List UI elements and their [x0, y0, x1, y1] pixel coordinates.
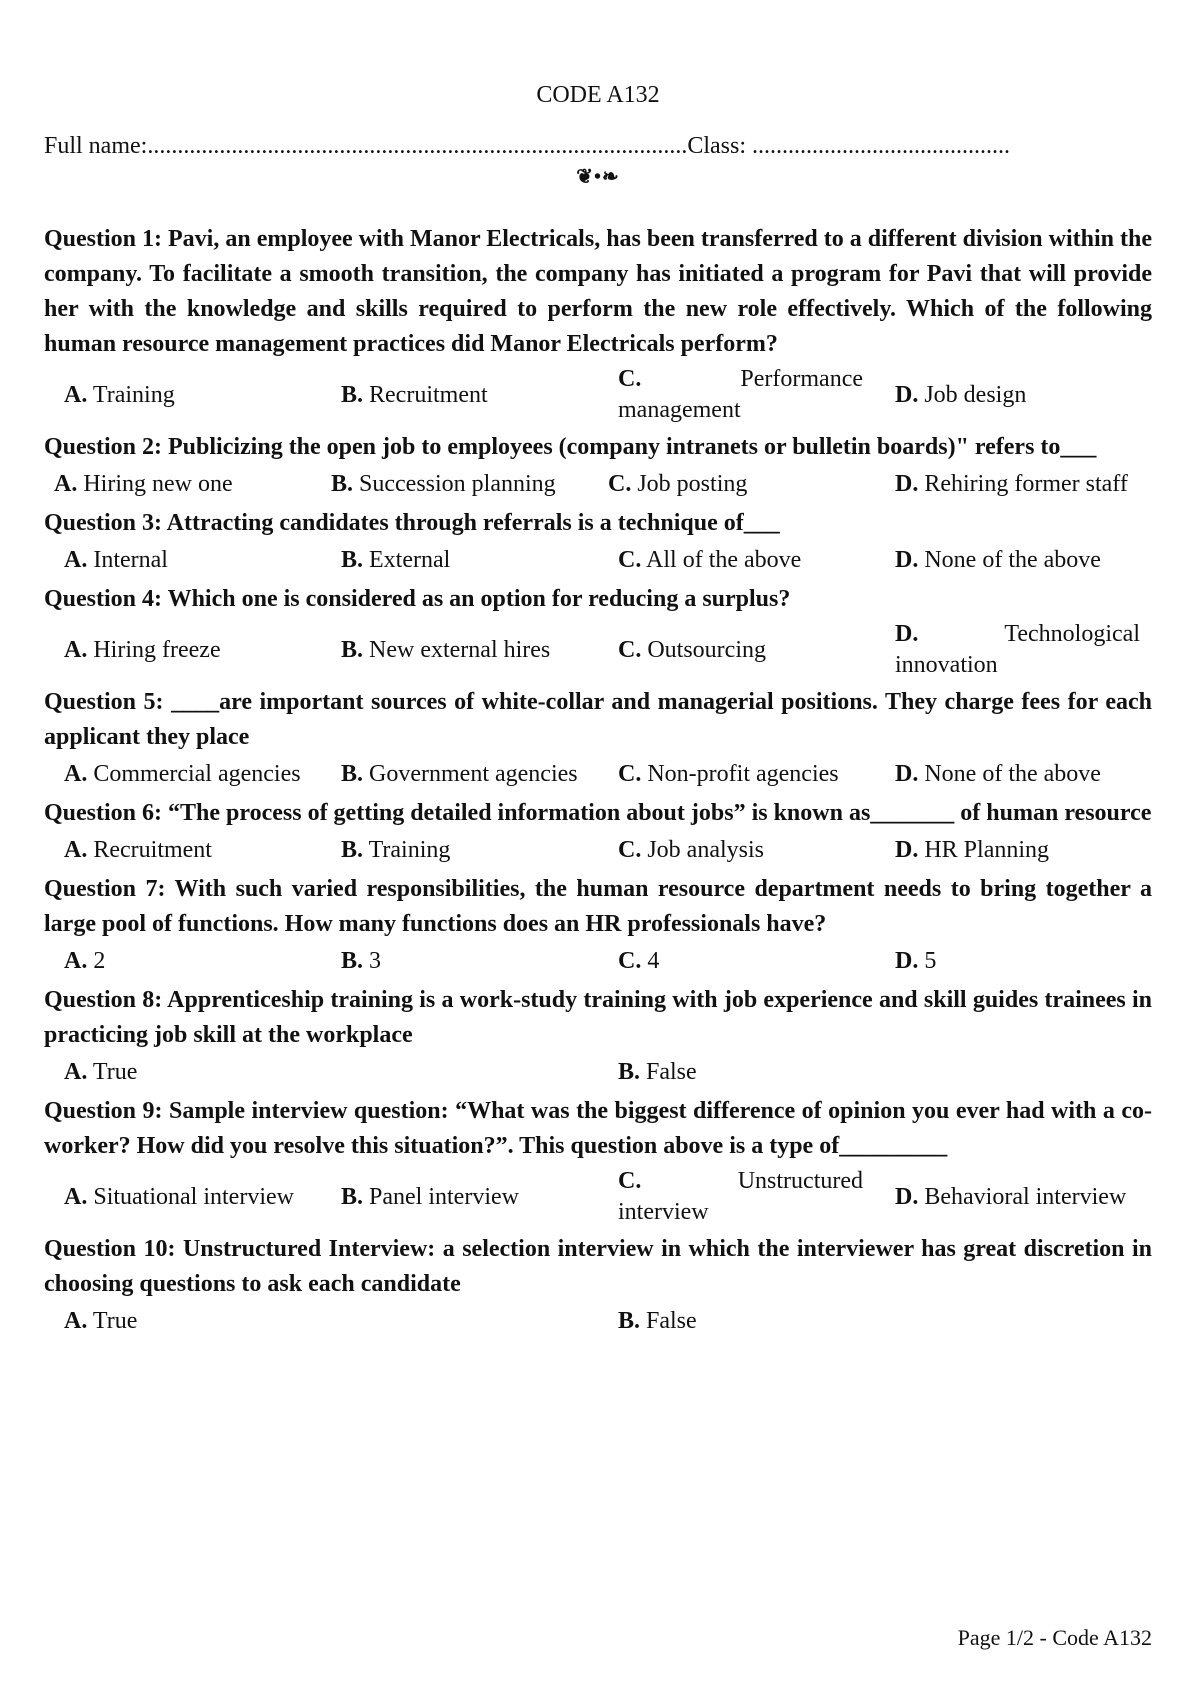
option-letter: C. — [618, 837, 642, 863]
option-text: Performance management — [618, 366, 863, 423]
option-text: Government agencies — [369, 761, 578, 787]
question-5-option-a — [44, 757, 321, 792]
question-2-option-a — [44, 467, 321, 502]
option-text: Rehiring former staff — [924, 471, 1128, 497]
option-letter: B. — [341, 1183, 364, 1210]
question-2-option-d — [875, 467, 1152, 502]
option-letter: D. — [895, 471, 919, 497]
option-text: None of the above — [924, 547, 1101, 573]
question-6-option-c — [598, 833, 875, 868]
option-letter: D. — [895, 948, 919, 974]
exam-code-title: CODE A132 — [536, 82, 660, 108]
option-letter: D. — [895, 1183, 919, 1210]
question-7-option-a — [44, 944, 321, 979]
question-5-text: Question 5: ____are important sources of white-collar and managerial positions. They charge fees for each applicant they place — [44, 689, 1152, 750]
question-7-option-b — [321, 944, 598, 979]
question-3-options — [44, 543, 1152, 578]
option-text: Commercial agencies — [93, 761, 301, 787]
question-6 — [44, 796, 1152, 868]
option-text: Hiring new one — [83, 471, 233, 497]
question-9-text: Question 9: Sample interview question: “What was the biggest difference of opinion you ever had with a co-worker? How did you resolve this situation?”. This question above is a type of_________ — [44, 1098, 1152, 1159]
option-letter: B. — [341, 837, 364, 863]
question-5-option-b — [321, 757, 598, 792]
question-3-option-a — [44, 543, 321, 578]
option-text: Situational interview — [93, 1183, 294, 1210]
option-letter: C. — [618, 366, 642, 392]
option-text: Panel interview — [369, 1183, 519, 1210]
question-8-option-a — [44, 1055, 598, 1090]
question-1-option-d — [875, 378, 1152, 413]
question-2-option-b — [321, 467, 598, 502]
question-8-options — [44, 1055, 1152, 1090]
option-text: True — [92, 1308, 138, 1334]
option-letter: A. — [64, 636, 88, 663]
question-9-option-d — [875, 1180, 1152, 1215]
question-7-text: Question 7: With such varied responsibilities, the human resource department needs to bring together a large pool of functions. How many functions does an HR professionals have? — [44, 876, 1152, 937]
option-letter: A. — [64, 547, 88, 573]
question-4-option-d — [875, 619, 1152, 681]
question-10-option-b — [598, 1304, 1152, 1339]
option-text: False — [646, 1059, 697, 1085]
option-text: 4 — [647, 948, 660, 974]
option-text: Non-profit agencies — [647, 761, 839, 787]
option-letter: A. — [64, 761, 88, 787]
option-text: 5 — [924, 948, 937, 974]
option-letter: A. — [64, 381, 88, 408]
question-6-option-b — [321, 833, 598, 868]
option-letter: C. — [608, 471, 632, 497]
full-name-class-line: Full name:..........................................................................................Class: ........................................... — [44, 133, 1010, 159]
question-4-option-c — [598, 633, 875, 668]
question-3-option-d — [875, 543, 1152, 578]
option-text: 2 — [93, 948, 106, 974]
question-1-option-b — [321, 378, 598, 413]
option-text: Job design — [924, 381, 1027, 408]
option-letter: A. — [64, 837, 88, 863]
option-text: Recruitment — [369, 381, 488, 408]
question-4-option-a — [44, 633, 321, 668]
question-7-option-c — [598, 944, 875, 979]
question-6-option-d — [875, 833, 1152, 868]
question-8-option-b — [598, 1055, 1152, 1090]
option-text: New external hires — [369, 636, 551, 663]
option-text: None of the above — [924, 761, 1101, 787]
option-letter: B. — [618, 1308, 641, 1334]
question-7-options — [44, 944, 1152, 979]
option-letter: B. — [341, 547, 364, 573]
option-text: Internal — [93, 547, 168, 573]
question-1-options — [44, 364, 1152, 426]
option-letter: A. — [64, 1183, 88, 1210]
question-3-text: Question 3: Attracting candidates through referrals is a technique of___ — [44, 510, 780, 536]
question-7-option-d — [875, 944, 1152, 979]
option-letter: A. — [64, 1059, 88, 1085]
question-10-option-a — [44, 1304, 598, 1339]
option-text: Outsourcing — [647, 636, 766, 663]
question-5-options — [44, 757, 1152, 792]
option-text: Technological innovation — [895, 621, 1140, 678]
question-3 — [44, 506, 1152, 578]
option-text: Recruitment — [93, 837, 212, 863]
question-1-option-c — [598, 364, 875, 426]
option-text: True — [92, 1059, 138, 1085]
option-text: Training — [92, 381, 175, 408]
question-9-options — [44, 1166, 1152, 1228]
question-4-options — [44, 619, 1152, 681]
question-9 — [44, 1094, 1152, 1228]
option-text: HR Planning — [924, 837, 1050, 863]
question-2 — [44, 430, 1152, 502]
page-footer: Page 1/2 - Code A132 — [957, 1625, 1152, 1650]
option-text: Hiring freeze — [93, 636, 221, 663]
question-4 — [44, 582, 1152, 681]
option-letter: B. — [341, 636, 364, 663]
option-letter: B. — [341, 381, 364, 408]
option-letter: A. — [64, 948, 88, 974]
question-2-options — [44, 467, 1152, 502]
question-6-options — [44, 833, 1152, 868]
option-letter: C. — [618, 547, 642, 573]
question-1-text: Question 1: Pavi, an employee with Manor Electricals, has been transferred to a different division within the company. To facilitate a smooth transition, the company has initiated a program for Pavi that will provide her with the knowledge and skills required to perform the new role effectively. Which of the following human resource management practices did Manor Electricals perform? — [44, 226, 1152, 357]
question-9-option-c — [598, 1166, 875, 1228]
option-letter: D. — [895, 837, 919, 863]
option-letter: D. — [895, 621, 919, 647]
option-letter: D. — [895, 547, 919, 573]
question-3-option-b — [321, 543, 598, 578]
question-8-text: Question 8: Apprenticeship training is a work-study training with job experience and skill guides trainees in practicing job skill at the workplace — [44, 987, 1152, 1048]
option-text: False — [646, 1308, 697, 1334]
question-2-text: Question 2: Publicizing the open job to employees (company intranets or bulletin boards)" refers to___ — [44, 434, 1097, 460]
option-letter: C. — [618, 948, 642, 974]
question-6-option-a — [44, 833, 321, 868]
option-text: External — [369, 547, 451, 573]
option-text: Job posting — [637, 471, 748, 497]
question-5-option-d — [875, 757, 1152, 792]
question-7 — [44, 872, 1152, 979]
question-5 — [44, 685, 1152, 792]
question-2-option-c — [598, 467, 875, 502]
question-8 — [44, 983, 1152, 1090]
option-text: Behavioral interview — [924, 1183, 1127, 1210]
option-text: Job analysis — [647, 837, 765, 863]
option-letter: B. — [618, 1059, 641, 1085]
question-9-option-a — [44, 1180, 321, 1215]
option-letter: D. — [895, 761, 919, 787]
option-text: Training — [368, 837, 451, 863]
question-1 — [44, 222, 1152, 426]
option-letter: B. — [341, 948, 364, 974]
question-10-options — [44, 1304, 1152, 1339]
option-text: All of the above — [646, 547, 802, 573]
option-text: Unstructured interview — [618, 1168, 863, 1225]
option-text: 3 — [369, 948, 382, 974]
question-5-option-c — [598, 757, 875, 792]
question-list — [44, 222, 1152, 1343]
question-9-option-b — [321, 1180, 598, 1215]
option-letter: C. — [618, 636, 642, 663]
question-4-option-b — [321, 633, 598, 668]
question-3-option-c — [598, 543, 875, 578]
option-letter: D. — [895, 381, 919, 408]
option-letter: B. — [331, 471, 354, 497]
option-letter: A. — [54, 471, 78, 497]
question-10-text: Question 10: Unstructured Interview: a selection interview in which the interviewer has great discretion in choosing questions to ask each candidate — [44, 1236, 1152, 1297]
question-6-text: Question 6: “The process of getting detailed information about jobs” is known as_______ of human resource — [44, 800, 1152, 826]
option-letter: A. — [64, 1308, 88, 1334]
ornament-divider-icon: ❦•❧ — [576, 166, 620, 188]
option-text: Succession planning — [359, 471, 556, 497]
option-letter: C. — [618, 1168, 642, 1194]
question-1-option-a — [44, 378, 321, 413]
question-10 — [44, 1232, 1152, 1339]
question-4-text: Question 4: Which one is considered as an option for reducing a surplus? — [44, 586, 791, 612]
option-letter: B. — [341, 761, 364, 787]
option-letter: C. — [618, 761, 642, 787]
